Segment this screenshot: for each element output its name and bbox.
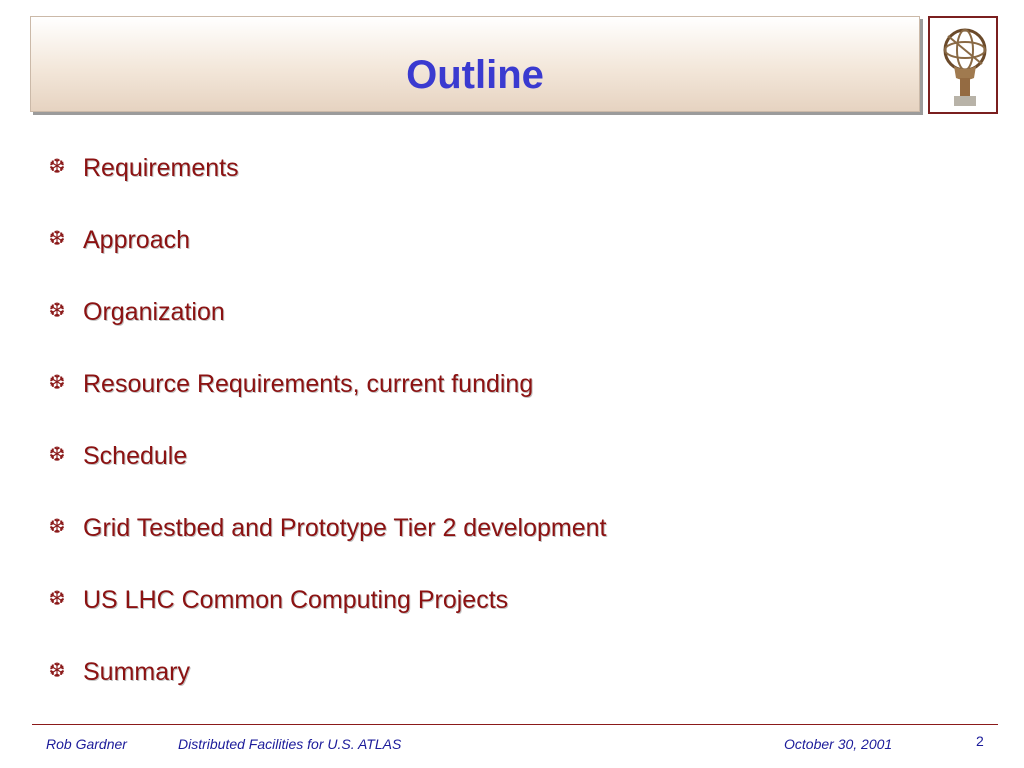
list-item	[46, 657, 606, 729]
snowflake-bullet-icon: ❆	[48, 156, 66, 178]
list-item	[46, 441, 606, 513]
snowflake-bullet-icon: ❆	[48, 588, 66, 610]
bullet-text: Resource Requirements, current funding	[83, 370, 534, 398]
list-item	[46, 369, 606, 441]
bullet-text: Schedule	[83, 442, 188, 470]
bullet-text: Requirements	[83, 154, 239, 182]
snowflake-bullet-icon: ❆	[48, 444, 66, 466]
list-item	[46, 297, 606, 369]
atlas-statue-logo	[928, 16, 998, 114]
snowflake-bullet-icon: ❆	[48, 516, 66, 538]
title-bar	[30, 16, 920, 112]
footer-divider	[32, 724, 998, 725]
footer-page-number: 2	[976, 733, 984, 749]
list-item	[46, 585, 606, 657]
bullet-text: Organization	[83, 298, 225, 326]
bullet-text: Summary	[83, 658, 190, 686]
atlas-logo-icon	[934, 22, 996, 112]
slide-title: Outline	[406, 53, 544, 97]
list-item	[46, 513, 606, 585]
bullet-text: Grid Testbed and Prototype Tier 2 development	[83, 514, 607, 542]
footer-talk-title: Distributed Facilities for U.S. ATLAS	[178, 736, 402, 752]
snowflake-bullet-icon: ❆	[48, 660, 66, 682]
snowflake-bullet-icon: ❆	[48, 372, 66, 394]
footer-date: October 30, 2001	[784, 736, 893, 752]
list-item	[46, 225, 606, 297]
snowflake-bullet-icon: ❆	[48, 300, 66, 322]
bullet-text: US LHC Common Computing Projects	[83, 586, 509, 614]
bullet-list	[46, 153, 606, 729]
snowflake-bullet-icon: ❆	[48, 228, 66, 250]
bullet-text: Approach	[83, 226, 191, 254]
footer-author: Rob Gardner	[46, 736, 127, 752]
list-item	[46, 153, 606, 225]
